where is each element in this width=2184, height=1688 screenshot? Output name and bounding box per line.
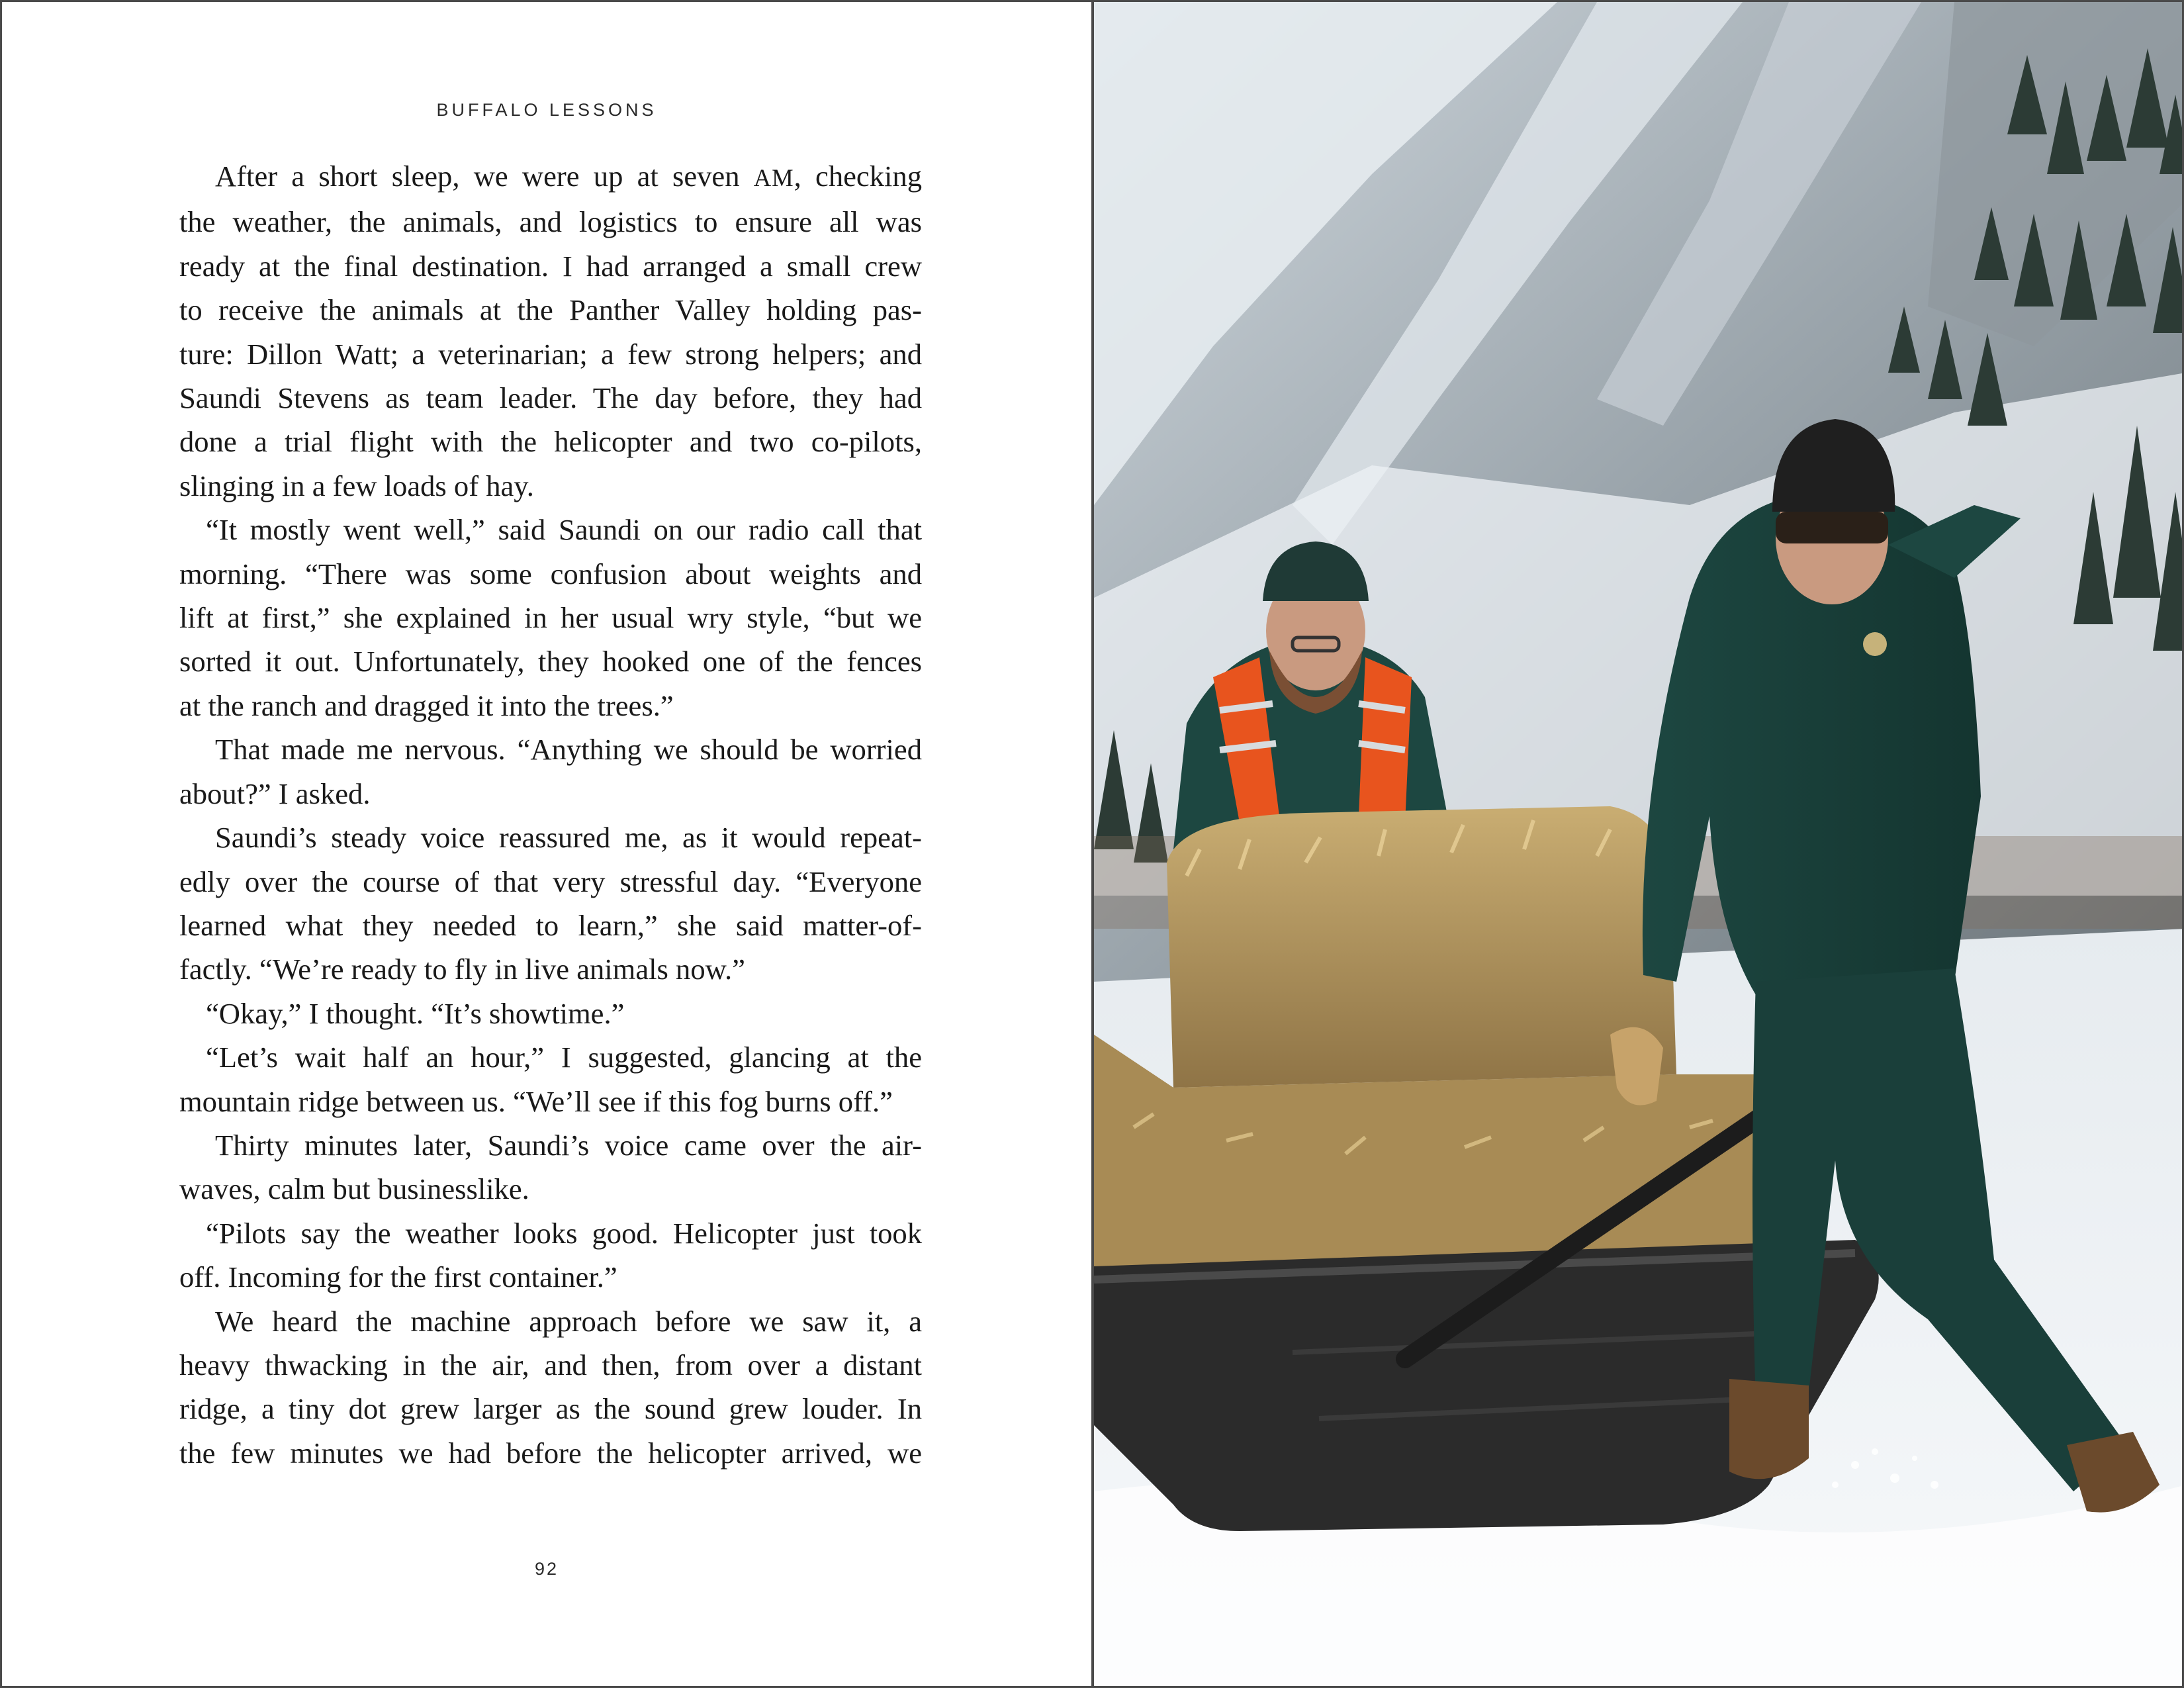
text-line: about?” I asked. bbox=[179, 776, 371, 810]
body-text bbox=[179, 154, 922, 1475]
text-line: ready at the final destination. I had arranged a small crew bbox=[179, 249, 922, 283]
text-line: After a short sleep, we were up at seven AM, checking bbox=[215, 160, 922, 193]
text-line: “Okay,” I thought. “It’s showtime.” bbox=[206, 996, 625, 1030]
text-line: Thirty minutes later, Saundi’s voice came over the air- bbox=[215, 1128, 922, 1162]
text-line: We heard the machine approach before we saw it, a bbox=[215, 1304, 922, 1338]
text-line: “Pilots say the weather looks good. Helicopter just took bbox=[206, 1216, 922, 1250]
text-line: sorted it out. Unfortunately, they hooked one of the fences bbox=[179, 645, 922, 679]
photo-page bbox=[1094, 2, 2184, 1686]
boot-left bbox=[1729, 1379, 1809, 1479]
text-line: waves, calm but businesslike. bbox=[179, 1172, 529, 1206]
photo-illustration bbox=[1094, 2, 2184, 1686]
text-line: slinging in a few loads of hay. bbox=[179, 469, 534, 502]
text-line: the weather, the animals, and logistics to ensure all was bbox=[179, 205, 922, 239]
text-line: “It mostly went well,” said Saundi on our radio call that bbox=[206, 513, 922, 547]
text-line: factly. “We’re ready to fly in live animals now.” bbox=[179, 953, 745, 986]
left-page bbox=[2, 2, 1091, 1686]
text-line: That made me nervous. “Anything we should be worried bbox=[215, 733, 922, 767]
text-line: ture: Dillon Watt; a veterinarian; a few strong helpers; and bbox=[179, 337, 922, 371]
text-line: learned what they needed to learn,” she said matter-of- bbox=[179, 908, 922, 942]
text-line: the few minutes we had before the helicopter arrived, we bbox=[179, 1436, 922, 1470]
text-line: to receive the animals at the Panther Valley holding pas- bbox=[179, 293, 922, 327]
running-head: BUFFALO LESSONS bbox=[436, 100, 657, 120]
text-line: done a trial flight with the helicopter and two co-pilots, bbox=[179, 425, 922, 459]
text-line: ridge, a tiny dot grew larger as the sound grew louder. In bbox=[179, 1392, 922, 1426]
text-line: Saundi Stevens as team leader. The day before, they had bbox=[179, 381, 922, 415]
text-line: Saundi’s steady voice reassured me, as it would repeat- bbox=[215, 821, 922, 855]
page-number: 92 bbox=[534, 1559, 559, 1579]
text-line: morning. “There was some confusion about weights and bbox=[179, 557, 922, 590]
jacket-logo bbox=[1863, 632, 1887, 656]
text-line: heavy thwacking in the air, and then, from over a distant bbox=[179, 1348, 922, 1382]
text-line: off. Incoming for the first container.” bbox=[179, 1260, 617, 1294]
text-line: “Let’s wait half an hour,” I suggested, glancing at the bbox=[206, 1041, 922, 1074]
text-line: lift at first,” she explained in her usual wry style, “but we bbox=[179, 601, 922, 635]
text-line: edly over the course of that very stressful day. “Everyone bbox=[179, 865, 922, 898]
text-line: at the ranch and dragged it into the trees.” bbox=[179, 688, 674, 722]
sunglasses bbox=[1776, 512, 1888, 543]
text-line: mountain ridge between us. “We’ll see if this fog burns off.” bbox=[179, 1084, 893, 1118]
